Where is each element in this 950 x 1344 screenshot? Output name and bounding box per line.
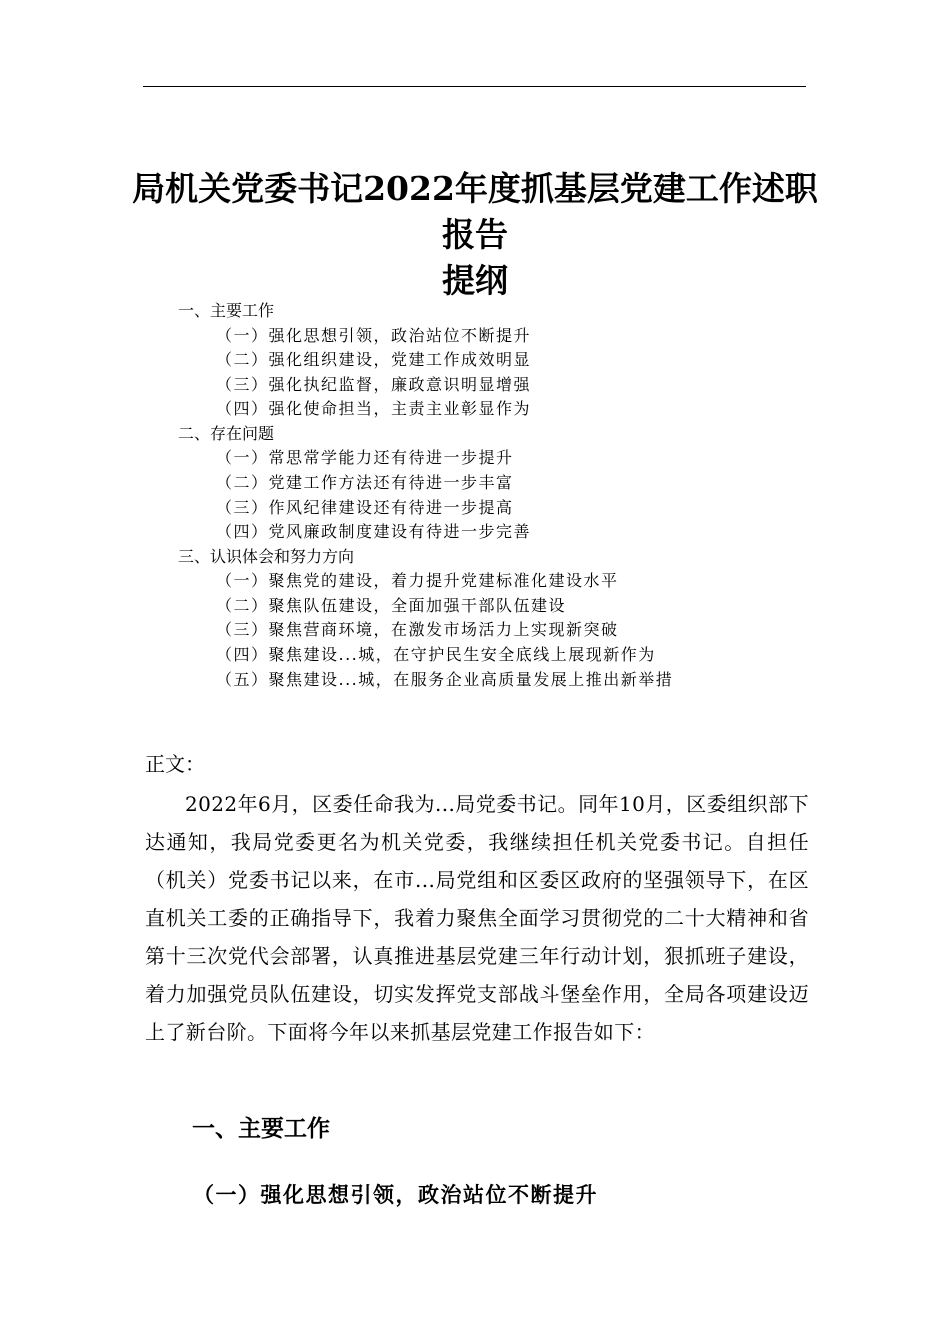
outline-item: （四）强化使命担当，主责主业彰显作为 <box>216 399 532 419</box>
header-rule <box>143 86 806 87</box>
outline-item: （四）党风廉政制度建设有待进一步完善 <box>216 522 532 542</box>
outline-item: （四）聚焦建设...城，在守护民生安全底线上展现新作为 <box>216 645 656 665</box>
outline-item: （五）聚焦建设...城，在服务企业高质量发展上推出新举措 <box>216 669 674 689</box>
outline-item: （三）聚焦营商环境，在激发市场活力上实现新突破 <box>216 620 619 640</box>
outline-heading-1: 一、主要工作 <box>178 301 275 320</box>
outline <box>178 299 818 692</box>
outline-item: （一）强化思想引领，政治站位不断提升 <box>216 325 532 345</box>
subsection-heading: （一）强化思想引领，政治站位不断提升 <box>193 1182 598 1207</box>
outline-heading-2: 二、存在问题 <box>178 423 275 443</box>
outline-heading-3: 三、认识体会和努力方向 <box>178 546 355 566</box>
title-line-2: 报告 <box>442 215 508 254</box>
outline-item: （二）聚焦队伍建设，全面加强干部队伍建设 <box>216 595 567 615</box>
outline-item: （一）常思常学能力还有待进一步提升 <box>216 448 514 468</box>
body-label: 正文： <box>145 752 205 776</box>
section-heading: 一、主要工作 <box>192 1116 330 1142</box>
outline-item: （一）聚焦党的建设，着力提升党建标准化建设水平 <box>216 571 619 591</box>
outline-item: （三）作风纪律建设还有待进一步提高 <box>216 497 514 517</box>
body-paragraph: 2022年6月，区委任命我为...局党委书记。同年10月，区委组织部下达通知，我局党委更名为机关党委，我继续担任机关党委书记。自担任（机关）党委书记以来，在市...局党组和区委区政府的坚强领导下，在区直机关工委的正确指导下，我着力聚焦全面学习贯彻党的二十大精神和省第十三次党代会部署，认真推进基层党建三年行动计划，狠抓班子建设，着力加强党员队伍建设，切实发挥党支部战斗堡垒作用，全局各项建设迈上了新台阶。下面将今年以来抓基层党建工作报告如下： <box>145 792 809 1044</box>
title-line-3: 提纲 <box>442 261 508 300</box>
document-title <box>130 166 820 304</box>
title-line-1: 局机关党委书记2022年度抓基层党建工作述职 <box>132 169 818 208</box>
outline-item: （二）党建工作方法还有待进一步丰富 <box>216 472 514 492</box>
outline-item: （二）强化组织建设，党建工作成效明显 <box>216 350 532 370</box>
outline-item: （三）强化执纪监督，廉政意识明显增强 <box>216 374 532 394</box>
